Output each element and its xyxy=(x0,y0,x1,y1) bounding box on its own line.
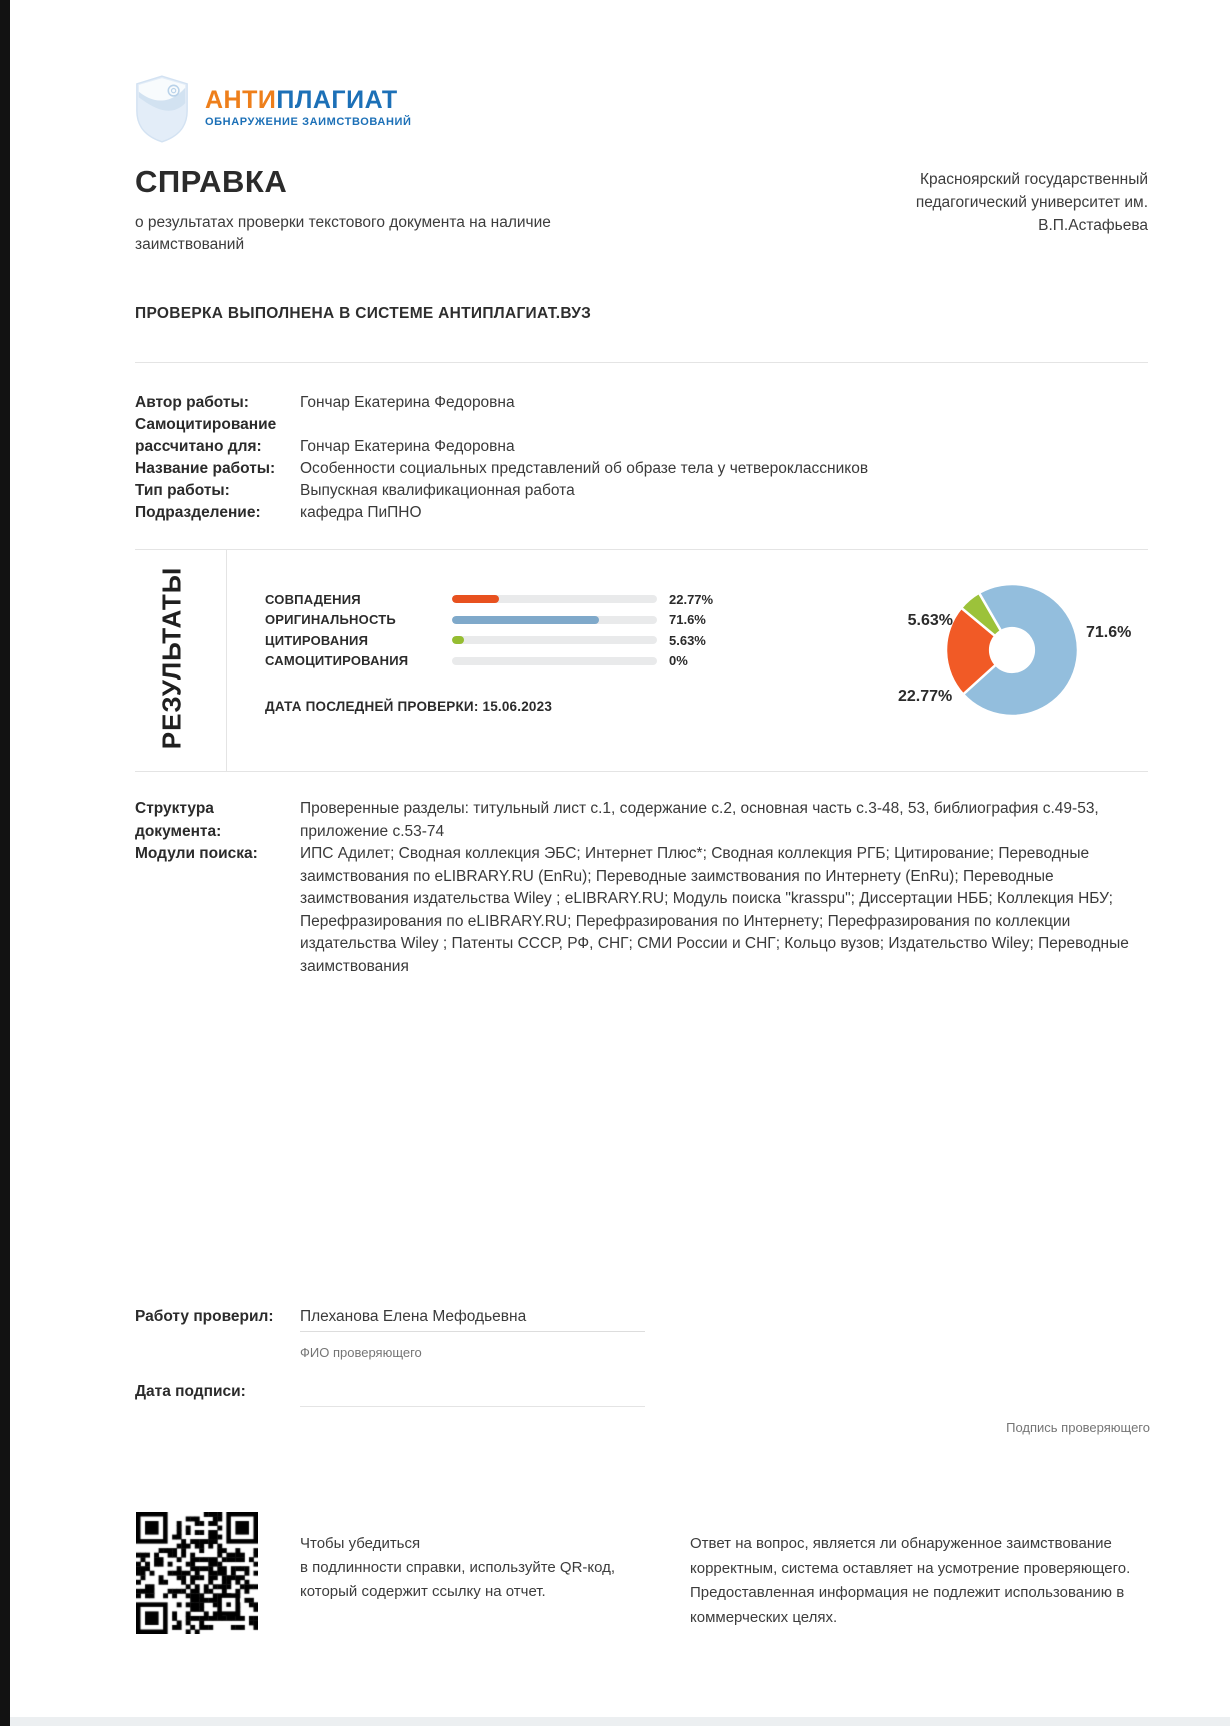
donut-label-originality: 71.6% xyxy=(1086,624,1132,641)
metric-row-citations xyxy=(265,630,713,651)
field-label: Автор работы: xyxy=(135,394,249,411)
reviewer-caption: ФИО проверяющего xyxy=(300,1345,422,1360)
results-bottom-line xyxy=(135,771,1148,772)
signature-date-label: Дата подписи: xyxy=(135,1383,246,1400)
donut-label-citations: 5.63% xyxy=(907,612,953,629)
structure-value: Проверенные разделы: титульный лист с.1, содержание с.2, основная часть с.3-48, 53, библиография с.49-53, приложение с.53-74 xyxy=(300,800,1099,840)
field-author xyxy=(135,392,1148,414)
metric-bar-track xyxy=(452,616,657,624)
field-label: Название работы: xyxy=(135,460,276,477)
brand-part2: ПЛАГИАТ xyxy=(276,86,398,114)
document-fields xyxy=(135,392,1148,524)
metric-label: САМОЦИТИРОВАНИЯ xyxy=(265,653,409,669)
metric-value: 22.77% xyxy=(669,591,714,607)
metric-row-originality xyxy=(265,610,713,631)
results-bar-chart xyxy=(265,589,713,671)
reviewer-label: Работу проверил: xyxy=(135,1308,274,1325)
metric-value: 5.63% xyxy=(669,632,706,648)
metric-bar-fill xyxy=(452,595,499,603)
metric-value: 71.6% xyxy=(669,612,706,628)
search-modules-value: ИПС Адилет; Сводная коллекция ЭБС; Интернет Плюс*; Сводная коллекция РГБ; Цитирование; Переводные заимствования по eLIBRARY.RU (EnRu); Переводные заимствования по Интернету (EnRu); Переводные заимствования издательства Wiley ; eLIBRARY.RU; Модуль поиска "krasspu"; Диссертации НББ; Коллекция НБУ; Перефразирования по eLIBRARY.RU; Перефразирования по Интернету; Перефразирования по коллекции издательства Wiley ; Патенты СССР, РФ, СНГ; СМИ России и СНГ; Кольцо вузов; Издательство Wiley; Переводные заимствования xyxy=(300,845,1129,975)
brand-tagline: ОБНАРУЖЕНИЕ ЗАИМСТВОВАНИЙ xyxy=(205,116,412,128)
field-label: Тип работы: xyxy=(135,482,230,499)
results-donut-chart xyxy=(927,565,1097,735)
field-value: Гончар Екатерина Федоровна xyxy=(300,438,515,455)
search-modules-row xyxy=(135,843,1148,978)
metric-row-selfcitations xyxy=(265,651,713,672)
field-work-title xyxy=(135,458,1148,480)
field-selfcite-for xyxy=(135,414,1148,458)
results-section-label: РЕЗУЛЬТАТЫ xyxy=(156,566,187,750)
last-check-date: ДАТА ПОСЛЕДНЕЙ ПРОВЕРКИ: 15.06.2023 xyxy=(265,699,553,714)
reviewer-row xyxy=(135,1308,1148,1332)
qr-instructions-line: который содержит ссылку на отчет. xyxy=(300,1583,546,1600)
viewer-left-edge xyxy=(0,0,10,1726)
viewer-bottom-edge xyxy=(10,1717,1230,1726)
field-department xyxy=(135,502,1148,524)
field-label: Подразделение: xyxy=(135,504,261,521)
metric-value: 0% xyxy=(669,653,688,669)
page-subtitle: о результатах проверки текстового документа на наличие заимствований xyxy=(135,214,551,253)
qr-code xyxy=(136,1512,258,1634)
structure-row xyxy=(135,798,1148,843)
metric-label: СОВПАДЕНИЯ xyxy=(265,591,361,607)
metric-label: ЦИТИРОВАНИЯ xyxy=(265,632,369,648)
metric-label: ОРИГИНАЛЬНОСТЬ xyxy=(265,612,396,628)
results-divider xyxy=(226,549,227,771)
antiplagiat-logo xyxy=(133,74,412,144)
shield-icon xyxy=(133,74,191,144)
donut-label-matches: 22.77% xyxy=(898,688,953,705)
document-structure-section xyxy=(135,798,1148,978)
field-value: Выпускная квалификационная работа xyxy=(300,482,575,499)
field-value: Гончар Екатерина Федоровна xyxy=(300,394,515,411)
brand-part1: АНТИ xyxy=(205,86,277,114)
university-name: Красноярский государственный педагогический университет им. В.П.Астафьева xyxy=(915,171,1148,234)
signature-date-blank-line xyxy=(300,1406,645,1407)
metric-bar-fill xyxy=(452,616,599,624)
qr-instructions-line: в подлинности справки, используйте QR-код, xyxy=(300,1559,616,1576)
field-value: Особенности социальных представлений об образе тела у четвероклассников xyxy=(300,460,869,477)
metric-bar-track xyxy=(452,595,657,603)
results-top-line xyxy=(135,549,1148,550)
metric-bar-track xyxy=(452,657,657,665)
metric-bar-fill xyxy=(452,636,464,644)
field-work-type xyxy=(135,480,1148,502)
donut-hole xyxy=(989,627,1035,673)
page-title: СПРАВКА xyxy=(135,164,288,199)
divider-top xyxy=(135,362,1148,363)
system-check-line: ПРОВЕРКА ВЫПОЛНЕНА В СИСТЕМЕ АНТИПЛАГИАТ.ВУЗ xyxy=(135,305,592,322)
brand-name xyxy=(205,88,412,113)
field-label: Самоцитирование рассчитано для: xyxy=(135,416,277,455)
metric-bar-track xyxy=(452,636,657,644)
structure-label: Структура документа: xyxy=(135,800,222,840)
reviewer-name: Плеханова Елена Мефодьевна xyxy=(300,1308,645,1332)
qr-instructions-line: Чтобы убедиться xyxy=(300,1535,421,1552)
search-modules-label: Модули поиска: xyxy=(135,845,258,862)
metric-row-matches xyxy=(265,589,713,610)
legal-disclaimer: Ответ на вопрос, является ли обнаруженное заимствование корректным, система оставляет на усмотрение проверяющего. Предоставленная информация не подлежит использованию в коммерческих целях. xyxy=(690,1535,1131,1626)
signature-caption: Подпись проверяющего xyxy=(1006,1420,1150,1435)
qr-instructions xyxy=(300,1532,615,1604)
field-value: кафедра ПиПНО xyxy=(300,504,422,521)
